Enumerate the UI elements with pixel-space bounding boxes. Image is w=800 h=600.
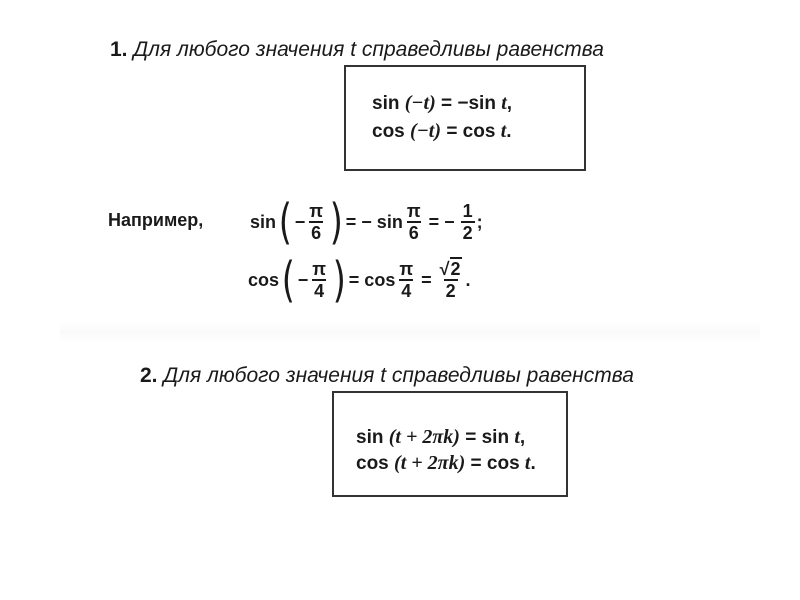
- section2-formula-2: [356, 451, 536, 476]
- section2-number: 2.: [140, 364, 158, 387]
- denominator: 4: [401, 281, 412, 301]
- fraction: [405, 201, 423, 243]
- var: t: [500, 120, 507, 142]
- denominator: 2: [462, 223, 473, 243]
- left-paren: (: [281, 252, 295, 308]
- fraction: [461, 201, 475, 243]
- eq: = −: [428, 211, 455, 232]
- numerator: π: [312, 259, 327, 279]
- section1-heading-text: Для любого значения t справедливы равенства: [133, 38, 604, 61]
- end: ,: [519, 427, 526, 448]
- section1-formula-2: [372, 119, 512, 144]
- page-separator: [60, 322, 760, 342]
- fn: cos: [372, 121, 405, 142]
- numerator: π: [399, 259, 414, 279]
- denominator: 6: [311, 223, 322, 243]
- eq: = − sin: [345, 211, 403, 232]
- fn: cos: [248, 269, 280, 290]
- eq: = sin: [465, 427, 510, 448]
- fn: sin: [372, 93, 400, 114]
- arg: (t + 2πk): [388, 426, 460, 448]
- example-line-1: [250, 194, 483, 250]
- eq: = cos: [446, 121, 496, 142]
- fn: sin: [356, 427, 384, 448]
- denominator: 6: [408, 223, 419, 243]
- denominator: 2: [445, 281, 456, 301]
- var: t: [514, 426, 520, 448]
- arg: (−t): [410, 120, 442, 142]
- section2-formula-box: [332, 391, 568, 497]
- fraction: [438, 259, 464, 301]
- section2-heading: [140, 364, 634, 388]
- end: .: [465, 269, 471, 290]
- example-line-2: [248, 252, 471, 308]
- right-paren: ): [329, 194, 343, 250]
- minus: −: [297, 269, 309, 290]
- numerator: 1: [462, 201, 473, 221]
- end: .: [530, 453, 536, 474]
- var: t: [501, 92, 507, 114]
- example-label: Например,: [108, 210, 204, 230]
- left-paren: (: [278, 194, 292, 250]
- sqrt-value: 2: [450, 259, 461, 279]
- section1-number: 1.: [110, 38, 128, 61]
- denominator: 4: [314, 281, 325, 301]
- section2-formula-1: [356, 425, 525, 450]
- eq: = −sin: [441, 93, 496, 114]
- fn: sin: [250, 211, 277, 232]
- end: .: [506, 121, 512, 142]
- numerator: π: [406, 201, 421, 221]
- section1-heading: [110, 38, 604, 62]
- fraction: [397, 259, 415, 301]
- numerator: [438, 259, 464, 279]
- section1-formula-1: [372, 91, 512, 116]
- arg: (t + 2πk): [394, 452, 466, 474]
- eq: =: [421, 269, 432, 290]
- arg: (−t): [404, 92, 436, 114]
- end: ,: [506, 93, 513, 114]
- right-paren: ): [332, 252, 346, 308]
- section1-formula-box: [344, 65, 586, 171]
- fraction: [310, 259, 328, 301]
- eq: = cos: [470, 453, 520, 474]
- var: t: [524, 452, 531, 474]
- minus: −: [294, 211, 306, 232]
- numerator: π: [309, 201, 324, 221]
- eq: = cos: [348, 269, 396, 290]
- section2-heading-text: Для любого значения t справедливы равенства: [163, 364, 634, 387]
- fraction: [307, 201, 325, 243]
- fn: cos: [356, 453, 389, 474]
- end: ;: [476, 211, 483, 232]
- sqrt-sign: √: [439, 259, 450, 279]
